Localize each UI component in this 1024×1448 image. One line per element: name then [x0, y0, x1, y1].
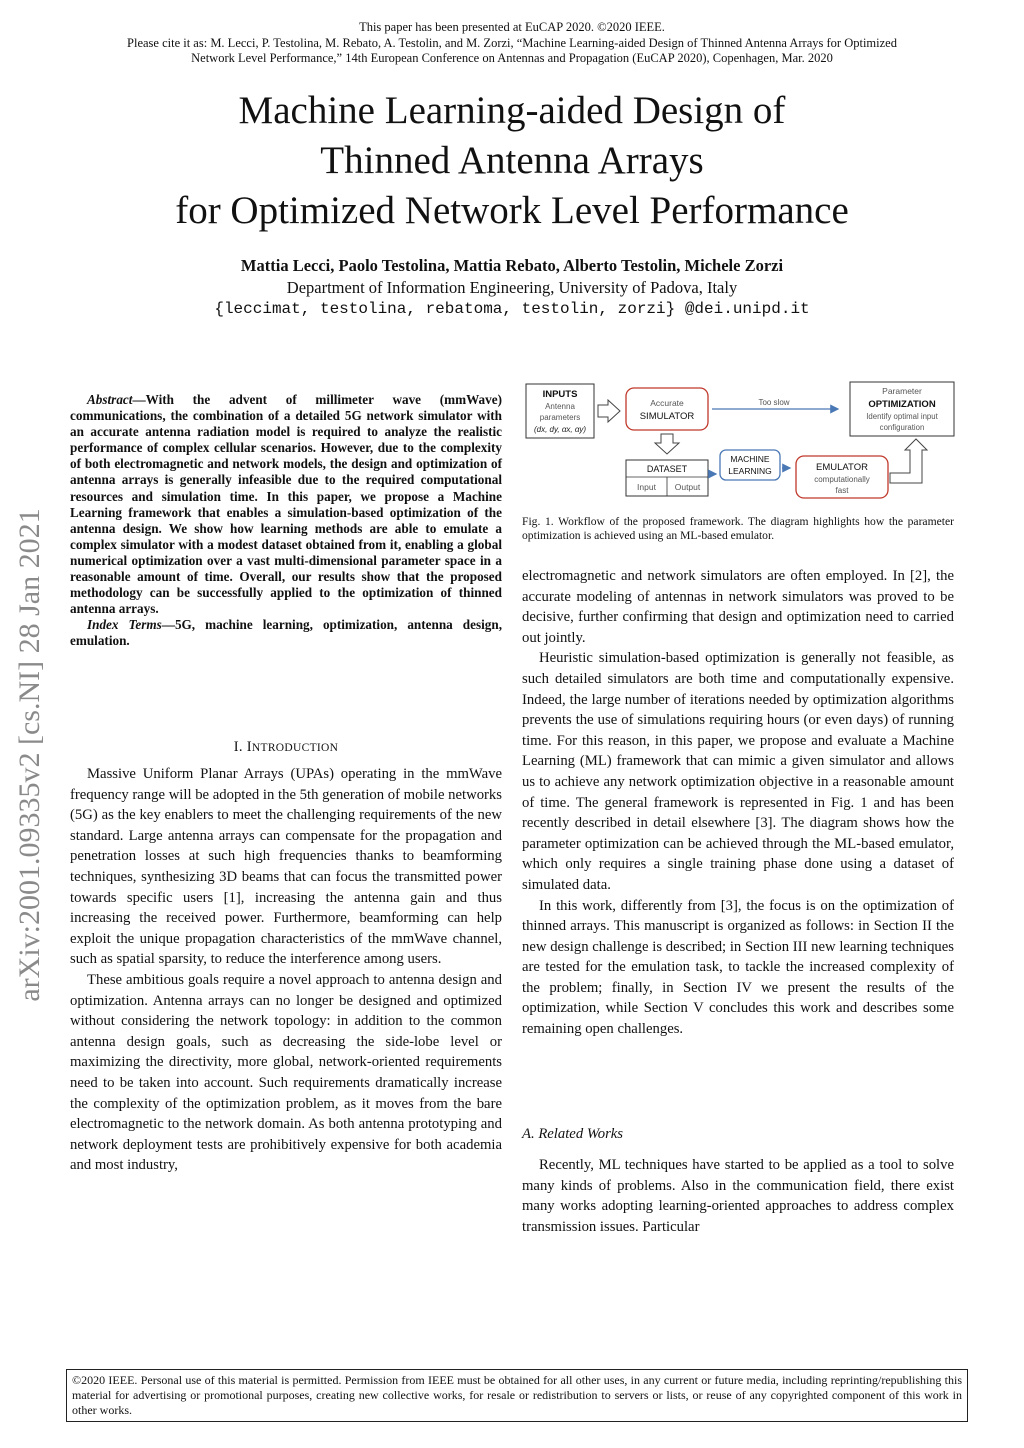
citation-notice-line-2: Network Level Performance,” 14th European Conference on Antennas and Propagation (EuCAP 2020), Copenhagen, Mar. 2020	[191, 51, 833, 65]
emulator-line-1: EMULATOR	[816, 462, 868, 473]
inputs-line-3: (dx, dy, αx, αy)	[533, 425, 587, 434]
arrow-simulator-to-dataset	[655, 434, 679, 454]
title-line-3: for Optimized Network Level Performance	[175, 189, 849, 232]
copyright-notice: ©2020 IEEE. Personal use of this material is permitted. Permission from IEEE must be obtained for all other uses, in any current or future media, including reprinting/republishing this material for advertising or promotional purposes, creating new collective works, for resale or redistribution to servers or lists, or reuse of any copyrighted component of this work in other works.	[66, 1369, 968, 1422]
emulator-line-2: computationally	[814, 475, 870, 484]
figure-caption	[522, 515, 954, 543]
subsection-heading-related-works: A. Related Works	[522, 1126, 624, 1142]
abstract-text: —With the advent of millimeter wave (mmWave) communications, the combination of a detailed 5G network simulator with an accurate antenna radiation model is required to analyze the realistic performance of complex cellular scenarios. However, due to the complexity of both electromagnetic and network models, the design and optimization of antenna arrays is generally infeasible due to the required computational resources and simulation time. In this paper, we propose a Machine Learning framework that enables a simulation-based optimization of the antenna design. We show how learning methods are able to emulate a complex simulator with a modest dataset obtained from it, enabling a global numerical optimization over a vast multi-dimensional parameter space in a reasonable amount of time. Overall, our results show that the proposed methodology can be successfully applied to the optimization of thinned antenna arrays.	[70, 392, 502, 617]
index-terms	[70, 617, 502, 649]
right-column-body	[522, 566, 954, 1040]
optimization-line-4: configuration	[879, 423, 925, 432]
optimization-line-1: Parameter	[882, 386, 922, 396]
intro-paragraph-1: Massive Uniform Planar Arrays (UPAs) operating in the mmWave frequency range will be adopted in the 5th generation of mobile networks (5G) as the key enablers to meet the challenging requirements of the new standard. Large antenna arrays can compensate for the propagation and penetration losses at such high frequencies thanks to beamforming techniques, synthesizing 3D beams that can focus the transmitted power towards specific users [1], increasing the antenna gain and thus increasing the received power. Furthermore, beamforming can help exploit the unique propagation characteristics of the mmWave channel, such as spatial sparsity, to reduce the interference among users.	[70, 766, 502, 968]
dataset-input: Input	[637, 482, 656, 492]
right-paragraph-2: Heuristic simulation-based optimization is generally not feasible, as such detailed simulators are both time and computationally expensive. Indeed, the large number of iterations needed by optimization algorithms prevents the use of simulations requiring hours (or even days) of running time. For this reason, in this paper, we propose and evaluate a Machine Learning (ML) framework that can mimic a given simulator and allows us to achieve any network optimization objective in a reasonable amount of time. The general framework is represented in Fig. 1 and has been recently described in detail elsewhere [3]. The diagram shows how the parameter optimization can be achieved through the ML-based emulator, which only requires a single training phase done using a dataset of simulated data.	[522, 650, 954, 893]
section-title-initial: I	[246, 739, 252, 755]
inputs-line-1: Antenna	[545, 402, 575, 411]
intro-body	[70, 764, 502, 1176]
inputs-title: INPUTS	[542, 389, 578, 400]
abstract-label: Abstract	[87, 392, 133, 407]
author-emails: {leccimat, testolina, rebatoma, testolin, zorzi} @dei.unipd.it	[214, 300, 810, 318]
author-list: Mattia Lecci, Paolo Testolina, Mattia Rebato, Alberto Testolin, Michele Zorzi	[240, 256, 784, 275]
machine-learning-line-2: LEARNING	[728, 466, 772, 476]
caption-text: Workflow of the proposed framework. The diagram highlights how the parameter optimization is achieved using an ML-based emulator.	[522, 515, 954, 542]
machine-learning-line-1: MACHINE	[730, 454, 770, 464]
section-title-rest: NTRODUCTION	[251, 742, 339, 754]
arxiv-stamp: arXiv:2001.09335v2 [cs.NI] 28 Jan 2021	[13, 508, 46, 1002]
index-terms-text: —5G, machine learning, optimization, antenna design, emulation.	[70, 617, 502, 649]
optimization-line-3: Identify optimal input	[866, 412, 938, 421]
dataset-output: Output	[674, 482, 701, 492]
simulator-line-1: Accurate	[650, 398, 684, 408]
abstract	[70, 392, 502, 650]
related-works-paragraph-1: Recently, ML techniques have started to be applied as a tool to solve many kinds of problems. Also in the communication field, there exist many works adopting learning-oriented approaches to address complex transmission issues. Particular	[522, 1157, 954, 1235]
section-numeral: I.	[233, 739, 243, 755]
right-paragraph-3: In this work, differently from [3], the focus is on the optimization of thinned arrays. This manuscript is organized as follows: in Section II the new design challenge is described; in Section III new learning techniques are tested for the emulation task, to tackle the increased complexity of the problem; finally, in Section IV we present the results of the optimization, while Section V concludes this work and describes some remaining open challenges.	[522, 897, 954, 1038]
paper-title	[80, 86, 944, 236]
arrow-inputs-to-simulator	[598, 400, 620, 422]
dataset-title: DATASET	[646, 464, 688, 474]
presentation-notice: This paper has been presented at EuCAP 2020. ©2020 IEEE.	[359, 20, 665, 34]
intro-paragraph-2: These ambitious goals require a novel approach to antenna design and optimization. Antenna arrays can no longer be designed and optimized without considering the network topology: in addition to the common antenna design goals, such as decreasing the side-lobe level or maximizing the directivity, more global, network-oriented requirements need to be taken into account. Such requirements dramatically increase the complexity of the optimization problem, as it moves from the bare electromagnetic to the network domain. As both antenna prototyping and network deployment tests are prohibitively expensive for both academia and most industry,	[70, 971, 502, 1174]
simulator-line-2: SIMULATOR	[639, 411, 695, 422]
optimization-line-2: OPTIMIZATION	[868, 399, 936, 410]
index-terms-label: Index Terms	[87, 617, 162, 633]
inputs-line-2: parameters	[539, 413, 581, 422]
affiliation: Department of Information Engineering, University of Padova, Italy	[286, 278, 738, 297]
arrow-emulator-to-optimization	[890, 439, 927, 483]
abstract-body	[70, 392, 502, 617]
title-line-2: Thinned Antenna Arrays	[320, 139, 704, 182]
too-slow-label: Too slow	[758, 398, 790, 407]
right-paragraph-1: electromagnetic and network simulators are often employed. In [2], the accurate modeling of antennas in network simulators was proved to be decisive, further confirming that design and optimization need to carried out jointly.	[522, 568, 954, 646]
citation-notice-line-1: Please cite it as: M. Lecci, P. Testolina, M. Rebato, A. Testolin, and M. Zorzi, “Machine Learning-aided Design of Thinned Antenna Arrays for Optimized	[127, 36, 897, 50]
section-heading-introduction	[70, 739, 502, 756]
emulator-line-3: fast	[835, 486, 849, 495]
related-works-body	[522, 1155, 954, 1237]
workflow-diagram	[522, 378, 956, 504]
caption-label: Fig. 1.	[522, 515, 554, 528]
simulator-box	[626, 388, 708, 430]
title-line-1: Machine Learning-aided Design of	[238, 89, 786, 132]
